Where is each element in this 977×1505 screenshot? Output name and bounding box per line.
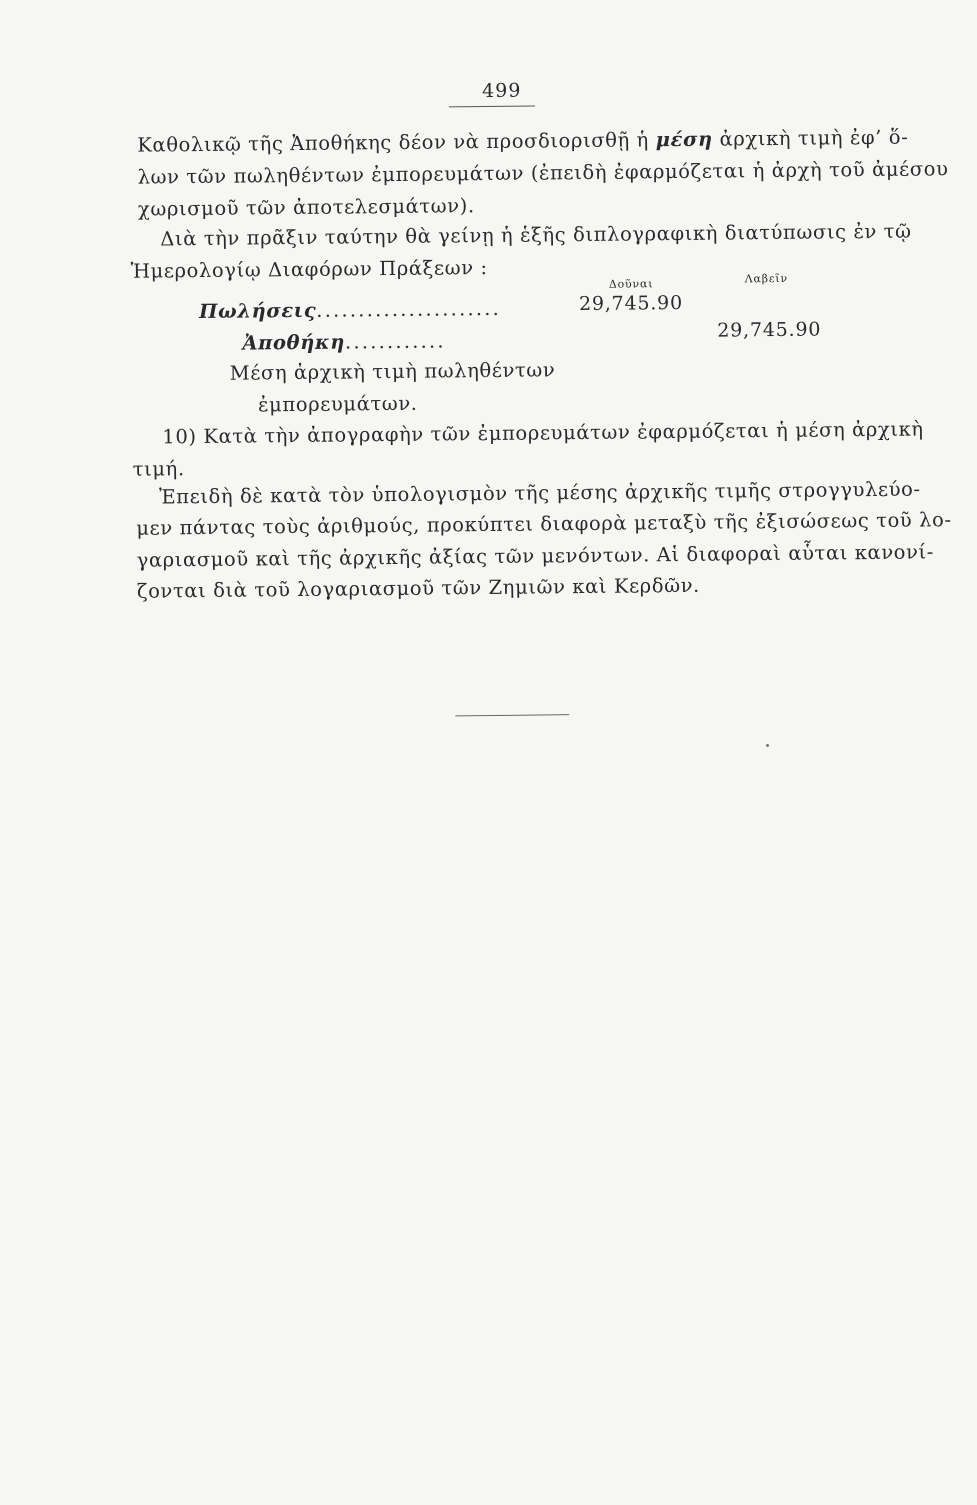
debit-entry bbox=[199, 297, 501, 324]
paragraph-1-line-3: χωρισμοῦ τῶν ἀποτελεσμάτων). bbox=[137, 194, 475, 221]
paragraph-1-line-1-end: ἀρχικὴ τιμὴ ἐφ’ ὅ- bbox=[712, 125, 909, 151]
page-number: 499 bbox=[482, 79, 522, 103]
paragraph-3-line-1: 10) Κατὰ τὴν ἀπογραφὴν τῶν ἐμπορευμάτων ἐφαρμόζεται ἡ μέση ἀρχικὴ bbox=[162, 417, 924, 449]
debit-amount: 29,745.90 bbox=[578, 291, 684, 316]
paragraph-4-line-4: ζονται διὰ τοῦ λογαριασμοῦ τῶν Ζημιῶν καὶ Κερδῶν. bbox=[136, 573, 701, 603]
paragraph-1-line-2: λων τῶν πωληθέντων ἐμπορευμάτων (ἐπειδὴ ἐφαρμόζεται ἡ ἀρχὴ τοῦ ἀμέσου bbox=[137, 157, 949, 189]
paragraph-1-line-1-start: Καθολικῷ τῆς Ἀποθήκης δέον νὰ προσδιορισθῇ ἡ bbox=[137, 128, 656, 157]
debit-account: Πωλήσεις bbox=[198, 298, 317, 324]
credit-account: Ἀποθήκη bbox=[242, 330, 346, 355]
paragraph-2-line-2: Ἡμερολογίῳ Διαφόρων Πράξεων : bbox=[130, 256, 488, 283]
column-header-debit: Δοῦναι bbox=[608, 277, 654, 291]
paragraph-4-line-2: μεν πάντας τοὺς ἀριθμούς, προκύπτει διαφορὰ μεταξὺ τῆς ἐξισώσεως τοῦ λο- bbox=[136, 508, 952, 540]
paragraph-4-line-1: Ἐπειδὴ δὲ κατὰ τὸν ὑπολογισμὸν τῆς μέσης ἀρχικῆς τιμῆς στρογγυλεύο- bbox=[158, 477, 921, 509]
section-end-rule bbox=[455, 714, 569, 716]
credit-leader-dots: ............ bbox=[344, 329, 446, 354]
paper-speck bbox=[766, 744, 769, 747]
credit-amount: 29,745.90 bbox=[717, 318, 822, 342]
credit-entry bbox=[242, 329, 446, 355]
debit-leader-dots: ...................... bbox=[316, 296, 502, 322]
paragraph-1-line-1 bbox=[137, 126, 908, 158]
header-rule bbox=[449, 106, 535, 108]
narration-line-2: ἐμπορευμάτων. bbox=[257, 391, 418, 417]
paragraph-2-line-1: Διὰ τὴν πρᾶξιν ταύτην θὰ γείνῃ ἡ ἑξῆς διπλογραφικὴ διατύπωσις ἐν τῷ bbox=[160, 219, 912, 251]
paragraph-4-line-3: γαριασμοῦ καὶ τῆς ἀρχικῆς ἀξίας τῶν μενόντων. Αἱ διαφοραὶ αὗται κανονί- bbox=[136, 540, 935, 572]
paragraph-3-line-2: τιμή. bbox=[132, 457, 185, 481]
emphasis-mese: μέση bbox=[655, 127, 713, 152]
column-header-credit: Λαβεῖν bbox=[744, 271, 789, 286]
narration-line-1: Μέση ἀρχικὴ τιμὴ πωληθέντων bbox=[229, 358, 556, 385]
